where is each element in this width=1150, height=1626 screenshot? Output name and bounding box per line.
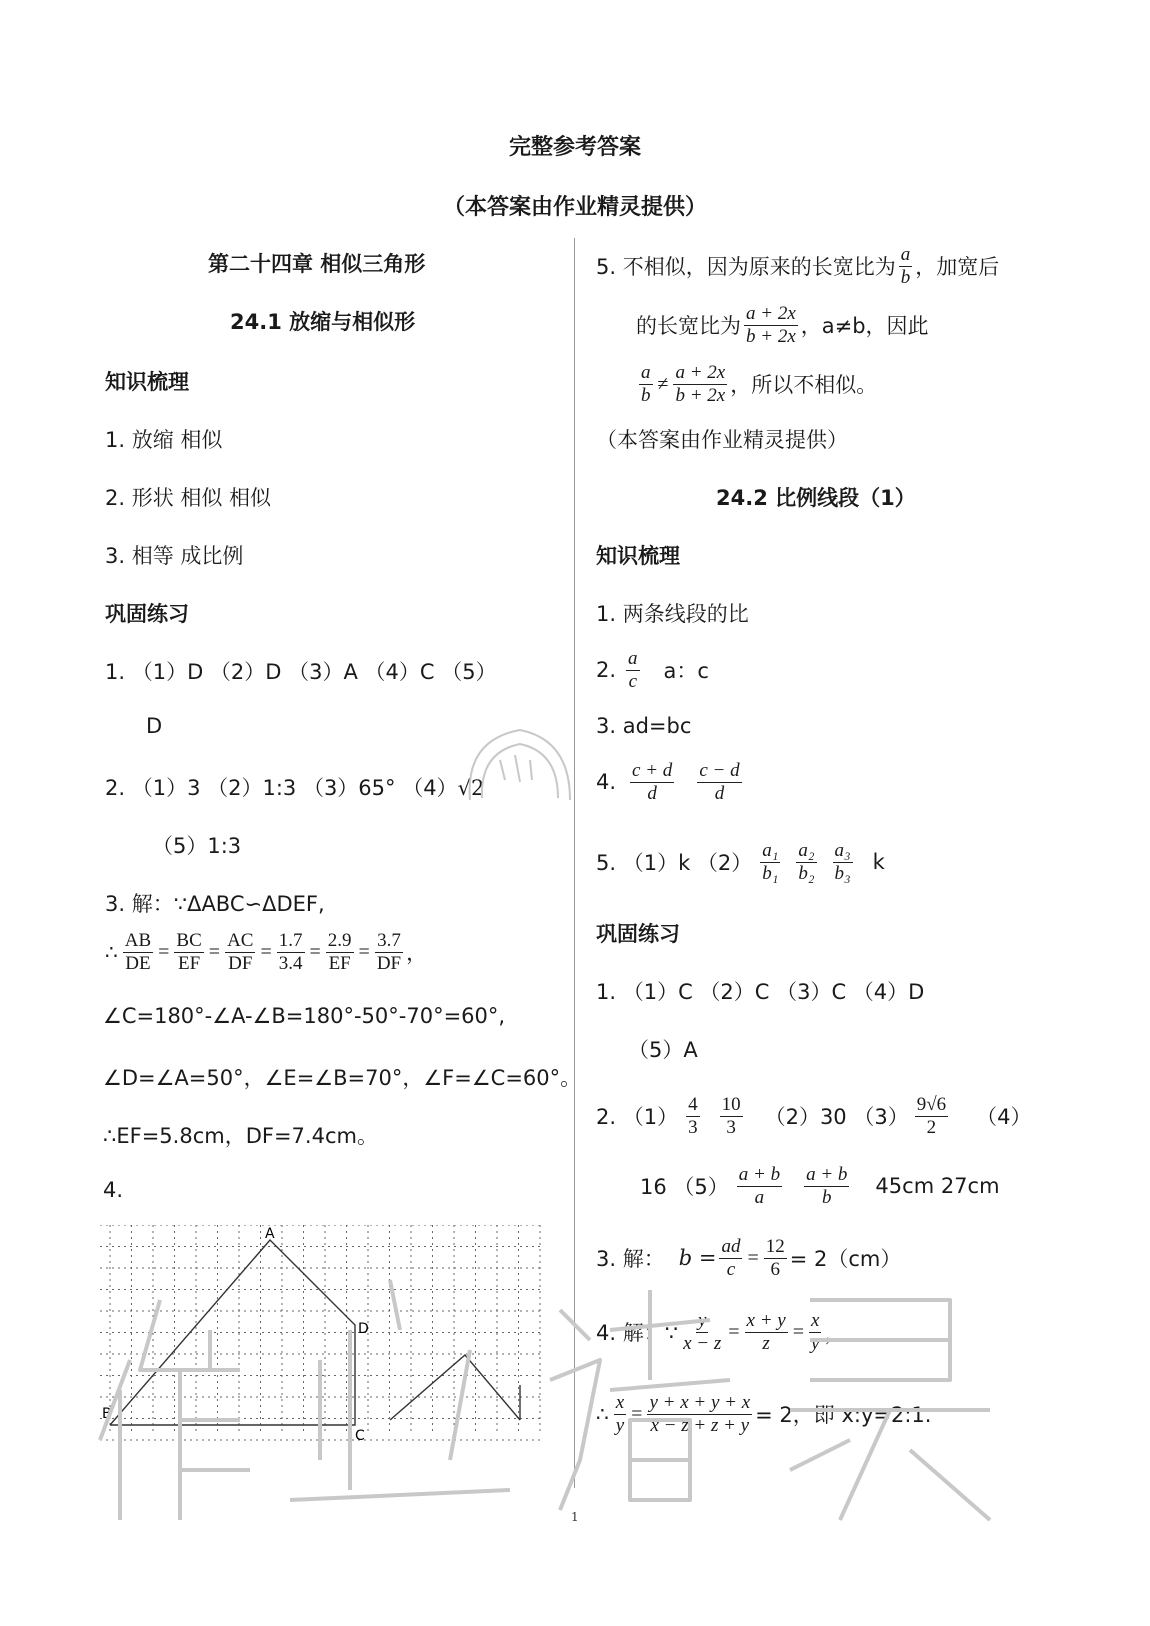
fraction-c-minus-d-d: $\frac{c - d}{d}$ (699, 760, 740, 804)
fraction-a-b: $\frac{a}{b}$ (900, 244, 911, 288)
sqrt-2: √2 (457, 776, 485, 800)
right-knowledge-2: 2. $\frac{a}{c}$ a：c (596, 648, 709, 692)
fraction-3-7-df: $\frac{3.7}{DF}$ (376, 930, 402, 974)
practice-2-text: 2. （1）3 （2）1:3 （3）65° （4） (105, 776, 458, 800)
fraction-12-6: $\frac{12}{6}$ (765, 1236, 785, 1280)
knowledge-item-3: 3. 相等 成比例 (105, 544, 244, 568)
fraction-cd-d: $\frac{c + d}{d}$ (632, 760, 673, 804)
right-knowledge-3: 3. ad=bc (596, 714, 692, 738)
practice-3-angle-c: ∠C=180°-∠A-∠B=180°-50°-70°=60°, (103, 1004, 506, 1028)
right-practice-4: 4. 解：∵ $\frac{y}{x - z}$ = $\frac{x + y}{z}$ = $\frac{x}{y}$ ， (596, 1310, 846, 1354)
fraction-2-9-ef: $\frac{2.9}{EF}$ (327, 930, 352, 974)
right-practice-3: 3. 解： b = $\frac{ad}{c}$ = $\frac{12}{6}$ = 2（cm） (596, 1236, 902, 1280)
practice-3-ratio-equation: ∴ $\frac{AB}{DE}$ = $\frac{BC}{EF}$ = $\frac{AC}{DF}$ = $\frac{1.7}{3.4}$ = $\frac{2.9}{EF}$ = $\frac{3.7}{DF}$ ， (105, 930, 428, 974)
fraction-a-b-2: $\frac{a}{b}$ (641, 362, 651, 406)
fraction-9root6-2: $\frac{9√6}{2}$ (916, 1094, 947, 1138)
fraction-a2-b2: $\frac{\text{a₂}}{\text{b₂}}$ (798, 840, 815, 884)
page-title: 完整参考答案 (508, 135, 641, 160)
fraction-4-3: $\frac{4}{3}$ (688, 1094, 698, 1138)
section-title-24-2: 24.2 比例线段（1） (716, 486, 916, 510)
grid-label-b: B (102, 1406, 112, 1422)
therefore-symbol: ∴ (105, 941, 118, 964)
chapter-title: 第二十四章 相似三角形 (208, 252, 426, 276)
knowledge-item-1: 1. 放缩 相似 (105, 428, 223, 452)
column-divider (574, 238, 575, 1488)
knowledge-heading-left: 知识梳理 (105, 370, 189, 394)
grid-label-a: A (265, 1226, 275, 1242)
answer-5-line-b: 的长宽比为 $\frac{a + 2x}{b + 2x}$ ，a≠b，因此 (636, 303, 929, 347)
knowledge-item-2: 2. 形状 相似 相似 (105, 486, 272, 510)
right-knowledge-1: 1. 两条线段的比 (596, 602, 749, 626)
fraction-ab-a: $\frac{a + b}{a}$ (738, 1164, 781, 1208)
fraction-a3-b3: $\frac{\text{a₃}}{\text{b₃}}$ (834, 840, 851, 884)
fraction-xy-z: $\frac{x + y}{z}$ (746, 1310, 786, 1354)
similar-triangles-grid-figure (100, 1225, 550, 1470)
provider-note: （本答案由作业精灵提供） (596, 428, 848, 452)
practice-heading-left: 巩固练习 (105, 602, 189, 626)
practice-2-line-a (105, 772, 484, 802)
fraction-ac-df: $\frac{AC}{DF}$ (227, 930, 254, 974)
practice-heading-right: 巩固练习 (596, 922, 680, 946)
fraction-ad-c: $\frac{ad}{c}$ (721, 1236, 741, 1280)
answer-5-line-a: 5. 不相似，因为原来的长宽比为 $\frac{a}{b}$ ，加宽后 (596, 244, 1000, 288)
practice-3-result: ∴EF=5.8cm，DF=7.4cm。 (103, 1124, 378, 1148)
right-practice-4-conclusion: ∴ $\frac{x}{y}$ = $\frac{y + x + y + x}{x - z + z + y}$ = 2，即 x:y=2:1. (596, 1392, 932, 1436)
practice-2-line-b: （5）1:3 (152, 834, 242, 858)
practice-1-line-a: 1. （1）D （2）D （3）A （4）C （5） (105, 660, 497, 684)
fraction-a-c: $\frac{a}{c}$ (628, 648, 638, 692)
fraction-x-y: $\frac{x}{y}$ (810, 1310, 820, 1354)
page-number: 1 (571, 1510, 579, 1524)
right-practice-2-line-b: 16 （5） $\frac{a + b}{a}$ $\frac{a + b}{b}$ 45cm 27cm (640, 1164, 1000, 1208)
fraction-a2x-b2x-2: $\frac{a + 2x}{b + 2x}$ (675, 362, 726, 406)
practice-4-label: 4. (103, 1178, 124, 1202)
fraction-1-7-3-4: $\frac{1.7}{3.4}$ (278, 930, 303, 974)
page-subtitle: （本答案由作业精灵提供） (442, 195, 707, 220)
small-triangle (390, 1355, 520, 1420)
right-practice-2-line-a: 2. （1） $\frac{4}{3}$ $\frac{10}{3}$ （2）30 （3） $\frac{9√6}{2}$ （4） (596, 1094, 1032, 1138)
fraction-ab-de: $\frac{AB}{DE}$ (124, 930, 152, 974)
knowledge-heading-right: 知识梳理 (596, 544, 680, 568)
right-knowledge-4: 4. $\frac{c + d}{d}$ $\frac{c - d}{d}$ (596, 760, 740, 804)
answer-5-line-c: $\frac{a}{b}$ ≠ $\frac{a + 2x}{b + 2x}$ ，所以不相似。 (641, 362, 878, 406)
right-knowledge-5: 5. （1）k （2） $\frac{\text{a₁}}{\text{b₁}}$ $\frac{\text{a₂}}{\text{b₂}}$ $\frac{\text{a₃}}{\text{b₃}}$ k (596, 840, 885, 884)
practice-1-line-b: D (146, 714, 163, 738)
fraction-sum-ratio: $\frac{y + x + y + x}{x - z + z + y}$ (649, 1392, 751, 1436)
grid-label-c: C (355, 1428, 365, 1444)
fraction-x-y-2: $\frac{x}{y}$ (615, 1392, 625, 1436)
fraction-a1-b1: $\frac{\text{a₁}}{\text{b₁}}$ (762, 840, 779, 884)
fraction-a2x-b2x: $\frac{a + 2x}{b + 2x}$ (746, 303, 796, 347)
right-practice-1-line-b: （5）A (628, 1038, 698, 1062)
fraction-ab-b: $\frac{a + b}{b}$ (806, 1164, 848, 1208)
fraction-y-xz: $\frac{y}{x - z}$ (683, 1310, 722, 1354)
right-practice-1-line-a: 1. （1）C （2）C （3）C （4）D (596, 980, 925, 1004)
fraction-10-3: $\frac{10}{3}$ (721, 1094, 741, 1138)
fraction-bc-ef: $\frac{BC}{EF}$ (176, 930, 202, 974)
section-title-24-1: 24.1 放缩与相似形 (230, 310, 416, 334)
brand-stamp (457, 720, 580, 820)
practice-3-line-a: 3. 解：∵ΔABC∽ΔDEF, (105, 892, 325, 916)
practice-3-angles-def: ∠D=∠A=50°，∠E=∠B=70°，∠F=∠C=60°。 (103, 1066, 582, 1090)
grid-label-d: D (358, 1321, 369, 1337)
